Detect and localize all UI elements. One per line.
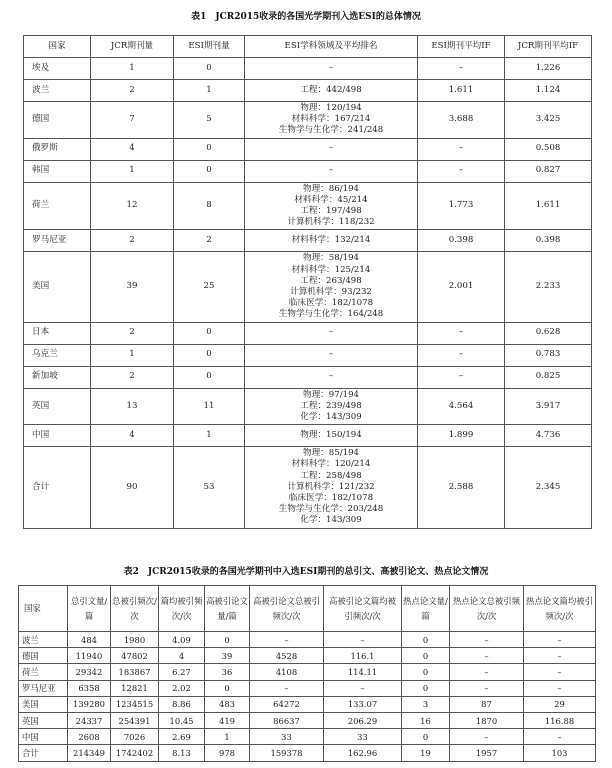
esi-count-cell: 11 bbox=[174, 388, 245, 425]
esi-count-cell: 1 bbox=[174, 425, 245, 447]
esi-count-cell: 0 bbox=[174, 322, 245, 344]
header-avg-cited-freq: 篇均被引频次/次 bbox=[159, 586, 205, 632]
jcr-if-cell: 0.827 bbox=[505, 160, 592, 182]
esi-count-cell: 2 bbox=[174, 230, 245, 252]
jcr-count-cell: 13 bbox=[91, 388, 174, 425]
country-cell: 罗马尼亚 bbox=[19, 680, 68, 696]
jcr-count-cell: 39 bbox=[91, 252, 174, 322]
country-cell: 新加坡 bbox=[24, 366, 91, 388]
esi-if-cell: 1.611 bbox=[418, 80, 505, 102]
field-rank-line: 工程：442/498 bbox=[300, 84, 362, 95]
table1-header-row bbox=[24, 36, 592, 58]
country-cell: 埃及 bbox=[24, 58, 91, 80]
highly-cited-avg-cell: 116.1 bbox=[324, 648, 402, 664]
jcr-count-cell: 1 bbox=[91, 160, 174, 182]
esi-fields-cell bbox=[245, 160, 418, 182]
esi-fields-cell bbox=[245, 252, 418, 322]
avg-cited-freq-cell: 2.02 bbox=[159, 680, 205, 696]
hot-paper-total-cell: 1957 bbox=[450, 745, 524, 761]
esi-fields-cell bbox=[245, 388, 418, 425]
header-highly-cited-count: 高被引论文量/篇 bbox=[205, 586, 250, 632]
hot-paper-count-cell: 16 bbox=[402, 712, 450, 728]
jcr-count-cell: 1 bbox=[91, 344, 174, 366]
field-rank-line: 材料科学：120/214 bbox=[291, 459, 371, 470]
header-jcr-count: JCR期刊量 bbox=[91, 36, 174, 58]
country-cell: 德国 bbox=[24, 102, 91, 139]
field-rank-line: – bbox=[328, 165, 334, 176]
hot-paper-count-cell: 0 bbox=[402, 664, 450, 680]
country-cell: 合计 bbox=[19, 745, 68, 761]
highly-cited-avg-cell: – bbox=[324, 632, 402, 648]
esi-count-cell: 25 bbox=[174, 252, 245, 322]
country-cell: 合计 bbox=[24, 447, 91, 528]
esi-fields-cell bbox=[245, 447, 418, 528]
field-rank-line: 物理：97/194 bbox=[302, 389, 359, 400]
field-rank-line: 化学：143/309 bbox=[300, 515, 362, 526]
esi-if-cell: – bbox=[418, 138, 505, 160]
field-rank-line: 材料科学：167/214 bbox=[291, 114, 371, 125]
table1-row bbox=[24, 447, 592, 528]
field-rank-line: 工程：239/498 bbox=[300, 400, 362, 411]
highly-cited-avg-cell: – bbox=[324, 680, 402, 696]
country-cell: 日本 bbox=[24, 322, 91, 344]
table2-row bbox=[19, 632, 596, 648]
hot-paper-count-cell: 0 bbox=[402, 729, 450, 745]
field-rank-line: – bbox=[328, 62, 334, 73]
table2-row bbox=[19, 664, 596, 680]
esi-if-cell: 1.773 bbox=[418, 182, 505, 230]
table1-row bbox=[24, 160, 592, 182]
esi-fields-cell bbox=[245, 344, 418, 366]
field-rank-line: – bbox=[328, 371, 334, 382]
highly-cited-count-cell: 483 bbox=[205, 696, 250, 712]
esi-count-cell: 53 bbox=[174, 447, 245, 528]
esi-if-cell: 0.398 bbox=[418, 230, 505, 252]
table2-row bbox=[19, 712, 596, 728]
total-cited-freq-cell: 1980 bbox=[111, 632, 159, 648]
country-cell: 荷兰 bbox=[24, 182, 91, 230]
hot-paper-total-cell: 87 bbox=[450, 696, 524, 712]
jcr-if-cell: 1.611 bbox=[505, 182, 592, 230]
hot-paper-count-cell: 0 bbox=[402, 632, 450, 648]
country-cell: 中国 bbox=[19, 729, 68, 745]
field-rank-line: 工程：263/498 bbox=[300, 275, 362, 286]
field-rank-line: 化学：143/309 bbox=[300, 411, 362, 422]
table1-caption: 表1 JCR2015收录的各国光学期刊入选ESI的总体情况 bbox=[191, 12, 421, 22]
total-cited-freq-cell: 7026 bbox=[111, 729, 159, 745]
esi-fields-cell bbox=[245, 182, 418, 230]
field-rank-line: – bbox=[328, 349, 334, 360]
field-rank-line: 材料科学：132/214 bbox=[291, 235, 371, 246]
highly-cited-count-cell: 1 bbox=[205, 729, 250, 745]
highly-cited-total-cell: 159378 bbox=[250, 745, 324, 761]
esi-count-cell: 8 bbox=[174, 182, 245, 230]
header-esi-if: ESI期刊平均IF bbox=[418, 36, 505, 58]
hot-paper-avg-cell: – bbox=[524, 680, 596, 696]
field-rank-line: – bbox=[328, 327, 334, 338]
country-cell: 美国 bbox=[19, 696, 68, 712]
jcr-count-cell: 2 bbox=[91, 80, 174, 102]
header-highly-cited-total: 高被引论文总被引频次/次 bbox=[250, 586, 324, 632]
jcr-if-cell: 0.783 bbox=[505, 344, 592, 366]
country-cell: 罗马尼亚 bbox=[24, 230, 91, 252]
hot-paper-avg-cell: – bbox=[524, 664, 596, 680]
header-hot-paper-avg: 热点论文篇均被引频次/次 bbox=[524, 586, 596, 632]
highly-cited-avg-cell: 33 bbox=[324, 729, 402, 745]
hot-paper-total-cell: – bbox=[450, 729, 524, 745]
hot-paper-avg-cell: 29 bbox=[524, 696, 596, 712]
total-cited-freq-cell: 254391 bbox=[111, 712, 159, 728]
jcr-if-cell: 1.124 bbox=[505, 80, 592, 102]
esi-if-cell: 2.588 bbox=[418, 447, 505, 528]
table2-row bbox=[19, 696, 596, 712]
table2 bbox=[18, 585, 596, 762]
esi-count-cell: 5 bbox=[174, 102, 245, 139]
header-total-cited-freq: 总被引频次/次 bbox=[111, 586, 159, 632]
highly-cited-count-cell: 36 bbox=[205, 664, 250, 680]
hot-paper-total-cell: – bbox=[450, 648, 524, 664]
avg-cited-freq-cell: 4 bbox=[159, 648, 205, 664]
jcr-count-cell: 4 bbox=[91, 425, 174, 447]
country-cell: 俄罗斯 bbox=[24, 138, 91, 160]
field-rank-line: 材料科学：125/214 bbox=[291, 264, 371, 275]
country-cell: 荷兰 bbox=[19, 664, 68, 680]
jcr-if-cell: 2.345 bbox=[505, 447, 592, 528]
table1-row bbox=[24, 344, 592, 366]
esi-count-cell: 0 bbox=[174, 160, 245, 182]
esi-count-cell: 0 bbox=[174, 366, 245, 388]
table1-row bbox=[24, 388, 592, 425]
table2-row bbox=[19, 745, 596, 761]
country-cell: 英国 bbox=[19, 712, 68, 728]
hot-paper-avg-cell: 116.88 bbox=[524, 712, 596, 728]
table2-row bbox=[19, 680, 596, 696]
highly-cited-total-cell: 33 bbox=[250, 729, 324, 745]
total-cited-freq-cell: 47802 bbox=[111, 648, 159, 664]
field-rank-line: 临床医学：182/1078 bbox=[288, 492, 374, 503]
esi-if-cell: 3.688 bbox=[418, 102, 505, 139]
highly-cited-avg-cell: 162.96 bbox=[324, 745, 402, 761]
field-rank-line: 计算机科学：118/232 bbox=[287, 217, 375, 228]
jcr-if-cell: 3.917 bbox=[505, 388, 592, 425]
esi-fields-cell bbox=[245, 138, 418, 160]
jcr-count-cell: 2 bbox=[91, 366, 174, 388]
total-citations-cell: 2608 bbox=[68, 729, 111, 745]
field-rank-line: 计算机科学：93/232 bbox=[290, 286, 372, 297]
field-rank-line: 生物学与生化学：164/248 bbox=[278, 309, 384, 320]
table1-row bbox=[24, 58, 592, 80]
hot-paper-total-cell: – bbox=[450, 680, 524, 696]
avg-cited-freq-cell: 10.45 bbox=[159, 712, 205, 728]
hot-paper-count-cell: 19 bbox=[402, 745, 450, 761]
country-cell: 英国 bbox=[24, 388, 91, 425]
table1 bbox=[23, 35, 592, 529]
country-cell: 韩国 bbox=[24, 160, 91, 182]
jcr-if-cell: 1.226 bbox=[505, 58, 592, 80]
hot-paper-avg-cell: – bbox=[524, 632, 596, 648]
avg-cited-freq-cell: 6.27 bbox=[159, 664, 205, 680]
total-cited-freq-cell: 1742402 bbox=[111, 745, 159, 761]
table2-row bbox=[19, 729, 596, 745]
esi-if-cell: – bbox=[418, 58, 505, 80]
esi-if-cell: – bbox=[418, 344, 505, 366]
esi-fields-cell bbox=[245, 425, 418, 447]
avg-cited-freq-cell: 4.09 bbox=[159, 632, 205, 648]
table2-header-row bbox=[19, 586, 596, 632]
table1-row bbox=[24, 182, 592, 230]
field-rank-line: 物理：86/194 bbox=[302, 183, 359, 194]
table1-row bbox=[24, 102, 592, 139]
table1-row bbox=[24, 230, 592, 252]
highly-cited-count-cell: 978 bbox=[205, 745, 250, 761]
esi-if-cell: – bbox=[418, 160, 505, 182]
hot-paper-count-cell: 0 bbox=[402, 648, 450, 664]
highly-cited-total-cell: 4108 bbox=[250, 664, 324, 680]
field-rank-line: 生物学与生化学：203/248 bbox=[278, 504, 384, 515]
esi-fields-cell bbox=[245, 322, 418, 344]
esi-fields-cell bbox=[245, 230, 418, 252]
esi-fields-cell bbox=[245, 102, 418, 139]
total-citations-cell: 484 bbox=[68, 632, 111, 648]
hot-paper-total-cell: – bbox=[450, 664, 524, 680]
country-cell: 德国 bbox=[19, 648, 68, 664]
jcr-if-cell: 0.628 bbox=[505, 322, 592, 344]
jcr-if-cell: 0.398 bbox=[505, 230, 592, 252]
table2-row bbox=[19, 648, 596, 664]
country-cell: 波兰 bbox=[24, 80, 91, 102]
field-rank-line: 临床医学：182/1078 bbox=[288, 298, 374, 309]
hot-paper-count-cell: 0 bbox=[402, 680, 450, 696]
jcr-if-cell: 0.508 bbox=[505, 138, 592, 160]
header-jcr-if: JCR期刊平均IF bbox=[505, 36, 592, 58]
field-rank-line: 物理：150/194 bbox=[300, 430, 362, 441]
jcr-count-cell: 2 bbox=[91, 322, 174, 344]
field-rank-line: 工程：258/498 bbox=[300, 470, 362, 481]
esi-count-cell: 1 bbox=[174, 80, 245, 102]
jcr-count-cell: 7 bbox=[91, 102, 174, 139]
field-rank-line: – bbox=[328, 143, 334, 154]
jcr-count-cell: 1 bbox=[91, 58, 174, 80]
avg-cited-freq-cell: 8.86 bbox=[159, 696, 205, 712]
table1-row bbox=[24, 80, 592, 102]
hot-paper-avg-cell: – bbox=[524, 648, 596, 664]
esi-fields-cell bbox=[245, 80, 418, 102]
header-hot-paper-total: 热点论文总被引频次/次 bbox=[450, 586, 524, 632]
country-cell: 乌克兰 bbox=[24, 344, 91, 366]
highly-cited-total-cell: 4528 bbox=[250, 648, 324, 664]
header-highly-cited-avg: 高被引论文篇均被引频次/次 bbox=[324, 586, 402, 632]
esi-fields-cell bbox=[245, 58, 418, 80]
header-hot-paper-count: 热点论文量/篇 bbox=[402, 586, 450, 632]
total-citations-cell: 6358 bbox=[68, 680, 111, 696]
country-cell: 波兰 bbox=[19, 632, 68, 648]
field-rank-line: 计算机科学：121/232 bbox=[287, 481, 375, 492]
table1-row bbox=[24, 366, 592, 388]
hot-paper-avg-cell: – bbox=[524, 729, 596, 745]
table2-caption: 表2 JCR2015收录的各国光学期刊中入选ESI期刊的总引文、高被引论文、热点论文情况 bbox=[123, 567, 489, 577]
esi-if-cell: 1.899 bbox=[418, 425, 505, 447]
highly-cited-avg-cell: 133.07 bbox=[324, 696, 402, 712]
jcr-if-cell: 2.233 bbox=[505, 252, 592, 322]
esi-count-cell: 0 bbox=[174, 58, 245, 80]
field-rank-line: 物理：58/194 bbox=[302, 253, 359, 264]
table1-row bbox=[24, 425, 592, 447]
jcr-if-cell: 0.825 bbox=[505, 366, 592, 388]
esi-if-cell: – bbox=[418, 366, 505, 388]
header-country: 国家 bbox=[19, 586, 68, 632]
highly-cited-total-cell: – bbox=[250, 632, 324, 648]
jcr-count-cell: 90 bbox=[91, 447, 174, 528]
total-citations-cell: 214349 bbox=[68, 745, 111, 761]
total-citations-cell: 24337 bbox=[68, 712, 111, 728]
field-rank-line: 材料科学：45/214 bbox=[294, 194, 368, 205]
table1-row bbox=[24, 322, 592, 344]
field-rank-line: 生物学与生化学：241/248 bbox=[278, 125, 384, 136]
esi-if-cell: 2.001 bbox=[418, 252, 505, 322]
hot-paper-total-cell: – bbox=[450, 632, 524, 648]
highly-cited-count-cell: 0 bbox=[205, 680, 250, 696]
field-rank-line: 物理：85/194 bbox=[302, 448, 359, 459]
country-cell: 美国 bbox=[24, 252, 91, 322]
country-cell: 中国 bbox=[24, 425, 91, 447]
highly-cited-avg-cell: 206.29 bbox=[324, 712, 402, 728]
hot-paper-count-cell: 3 bbox=[402, 696, 450, 712]
total-citations-cell: 11940 bbox=[68, 648, 111, 664]
header-esi-fields: ESI学科领域及平均排名 bbox=[245, 36, 418, 58]
field-rank-line: 物理：120/194 bbox=[300, 102, 362, 113]
highly-cited-total-cell: 64272 bbox=[250, 696, 324, 712]
jcr-count-cell: 2 bbox=[91, 230, 174, 252]
jcr-count-cell: 4 bbox=[91, 138, 174, 160]
hot-paper-total-cell: 1870 bbox=[450, 712, 524, 728]
highly-cited-count-cell: 39 bbox=[205, 648, 250, 664]
jcr-count-cell: 12 bbox=[91, 182, 174, 230]
esi-count-cell: 0 bbox=[174, 344, 245, 366]
avg-cited-freq-cell: 8.13 bbox=[159, 745, 205, 761]
esi-if-cell: 4.564 bbox=[418, 388, 505, 425]
highly-cited-total-cell: – bbox=[250, 680, 324, 696]
header-country: 国家 bbox=[24, 36, 91, 58]
table1-row bbox=[24, 138, 592, 160]
total-cited-freq-cell: 12821 bbox=[111, 680, 159, 696]
table1-row bbox=[24, 252, 592, 322]
field-rank-line: 工程：197/498 bbox=[300, 205, 362, 216]
jcr-if-cell: 3.425 bbox=[505, 102, 592, 139]
header-total-citations: 总引文量/篇 bbox=[68, 586, 111, 632]
jcr-if-cell: 4.736 bbox=[505, 425, 592, 447]
total-citations-cell: 29342 bbox=[68, 664, 111, 680]
total-cited-freq-cell: 1234515 bbox=[111, 696, 159, 712]
avg-cited-freq-cell: 2.69 bbox=[159, 729, 205, 745]
highly-cited-count-cell: 419 bbox=[205, 712, 250, 728]
esi-if-cell: – bbox=[418, 322, 505, 344]
highly-cited-total-cell: 86637 bbox=[250, 712, 324, 728]
total-citations-cell: 139280 bbox=[68, 696, 111, 712]
header-esi-count: ESI期刊量 bbox=[174, 36, 245, 58]
highly-cited-avg-cell: 114.11 bbox=[324, 664, 402, 680]
total-cited-freq-cell: 183867 bbox=[111, 664, 159, 680]
esi-fields-cell bbox=[245, 366, 418, 388]
hot-paper-avg-cell: 103 bbox=[524, 745, 596, 761]
esi-count-cell: 0 bbox=[174, 138, 245, 160]
highly-cited-count-cell: 0 bbox=[205, 632, 250, 648]
